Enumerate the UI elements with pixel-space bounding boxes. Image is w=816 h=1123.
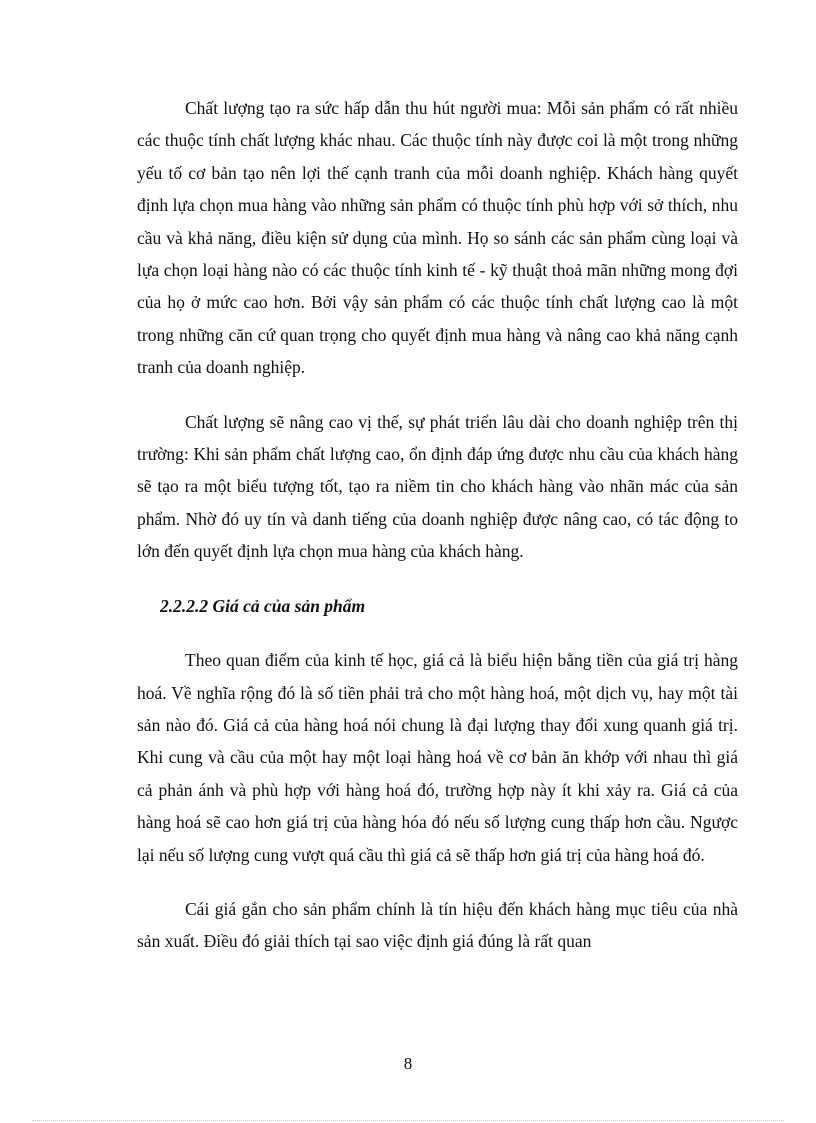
page-number: 8: [403, 1054, 413, 1073]
page-body: [137, 92, 738, 980]
paragraph-quality-attraction: Chất lượng tạo ra sức hấp dẫn thu hút người mua: Mỗi sản phẩm có rất nhiều các thuộc tính chất lượng khác nhau. Các thuộc tính này được coi là một trong những yếu tố cơ bản tạo nên lợi thế cạnh tranh của mỗi doanh nghiệp. Khách hàng quyết định lựa chọn mua hàng vào những sản phẩm có thuộc tính phù hợp với sở thích, nhu cầu và khả năng, điều kiện sử dụng của mình. Họ so sánh các sản phẩm cùng loại và lựa chọn loại hàng nào có các thuộc tính kinh tế - kỹ thuật thoả mãn những mong đợi của họ ở mức cao hơn. Bởi vậy sản phẩm có các thuộc tính chất lượng cao là một trong những căn cứ quan trọng cho quyết định mua hàng và nâng cao khả năng cạnh tranh của doanh nghiệp.: [137, 98, 738, 378]
paragraph-price-signal: Cái giá gắn cho sản phẩm chính là tín hiệu đến khách hàng mục tiêu của nhà sản xuất. Điều đó giải thích tại sao việc định giá đúng là rất quan: [137, 898, 738, 952]
paragraph-price-definition: Theo quan điểm của kinh tế học, giá cả là biểu hiện bằng tiền của giá trị hàng hoá. Về nghĩa rộng đó là số tiền phải trả cho một hàng hoá, một dịch vụ, hay một tài sản nào đó. Giá cả của hàng hoá nói chung là đại lượng thay đổi xung quanh giá trị. Khi cung và cầu của một hay một loại hàng hoá về cơ bản ăn khớp với nhau thì giá cả phản ánh và phù hợp với hàng hoá đó, trường hợp này ít khi xảy ra. Giá cả của hàng hoá sẽ cao hơn giá trị của hàng hóa đó nếu số lượng cung thấp hơn cầu. Ngược lại nếu số lượng cung vượt quá cầu thì giá cả sẽ thấp hơn giá trị của hàng hoá đó.: [137, 650, 738, 865]
bottom-divider: [32, 1120, 784, 1121]
paragraph-quality-position: Chất lượng sẽ nâng cao vị thế, sự phát triển lâu dài cho doanh nghiệp trên thị trường: Khi sản phẩm chất lượng cao, ổn định đáp ứng được nhu cầu của khách hàng sẽ tạo ra một biểu tượng tốt, tạo ra niềm tin cho khách hàng vào nhãn mác của sản phẩm. Nhờ đó uy tín và danh tiếng của doanh nghiệp được nâng cao, có tác động to lớn đến quyết định lựa chọn mua hàng của khách hàng.: [137, 411, 738, 562]
section-heading: 2.2.2.2 Giá cả của sản phẩm: [160, 595, 366, 616]
